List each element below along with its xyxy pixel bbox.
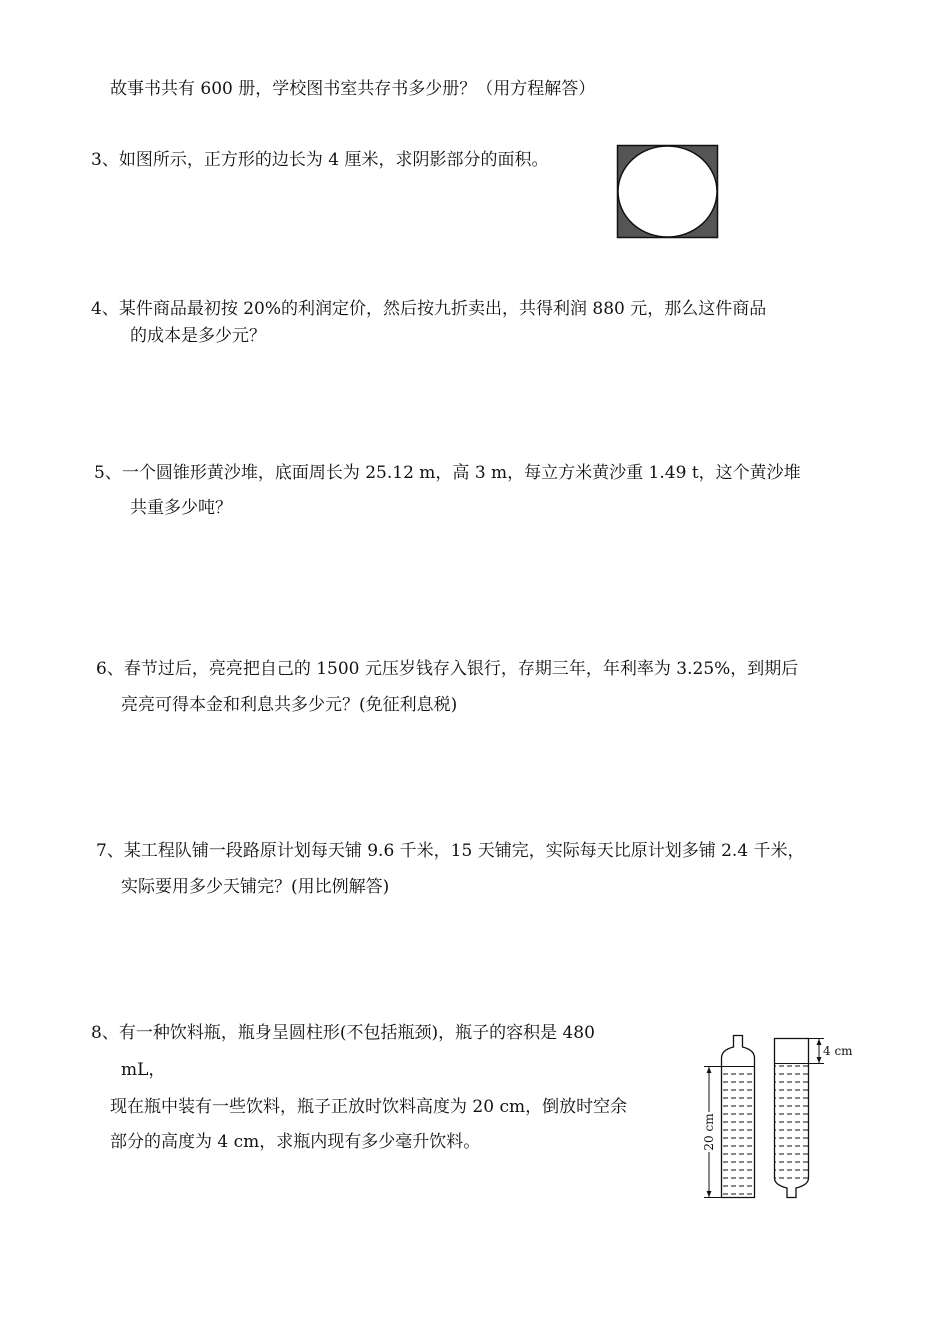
q8-upright-liquid xyxy=(722,1067,755,1198)
q8-upright-bottle xyxy=(722,1036,755,1198)
q8-label-empty: 4 cm xyxy=(823,1044,853,1058)
q8-height-dimension xyxy=(702,1067,721,1198)
q8-inverted-bottle xyxy=(775,1039,809,1198)
q3-square-circle-figure xyxy=(616,144,720,240)
q8-label-height: 20 cm xyxy=(702,1113,716,1151)
q8-line3: 现在瓶中装有一些饮料，瓶子正放时饮料高度为 20 cm，倒放时空余 xyxy=(110,1097,628,1117)
q8-bottle-figure xyxy=(690,1030,870,1205)
q5-line1: 5、一个圆锥形黄沙堆，底面周长为 25.12 m，高 3 m，每立方米黄沙重 1.49 t，这个黄沙堆 xyxy=(94,463,801,483)
q8-empty-dimension xyxy=(809,1039,853,1064)
q7-line1: 7、某工程队铺一段路原计划每天铺 9.6 千米，15 天铺完，实际每天比原计划多铺 2.4 千米， xyxy=(96,841,805,861)
q6-line2: 亮亮可得本金和利息共多少元？(免征利息税) xyxy=(121,695,458,715)
q3-text: 3、如图所示，正方形的边长为 4 厘米，求阴影部分的面积。 xyxy=(91,150,549,170)
q4-line1: 4、某件商品最初按 20%的利润定价，然后按九折卖出，共得利润 880 元，那么这件商品 xyxy=(91,299,767,319)
q5-line2: 共重多少吨？ xyxy=(130,498,232,518)
q8-inverted-liquid xyxy=(775,1064,809,1186)
q4-line2: 的成本是多少元？ xyxy=(130,326,266,346)
q2-continuation: 故事书共有 600 册，学校图书室共存书多少册？（用方程解答） xyxy=(110,79,596,99)
q6-line1: 6、春节过后，亮亮把自己的 1500 元压岁钱存入银行，存期三年，年利率为 3.25%，到期后 xyxy=(96,659,799,679)
q3-inscribed-circle xyxy=(618,146,717,237)
q8-line2: mL， xyxy=(121,1060,166,1080)
q8-line1: 8、有一种饮料瓶，瓶身呈圆柱形(不包括瓶颈)，瓶子的容积是 480 xyxy=(91,1023,595,1043)
q7-line2: 实际要用多少天铺完？(用比例解答) xyxy=(121,877,390,897)
q8-line4: 部分的高度为 4 cm，求瓶内现有多少毫升饮料。 xyxy=(110,1132,481,1152)
